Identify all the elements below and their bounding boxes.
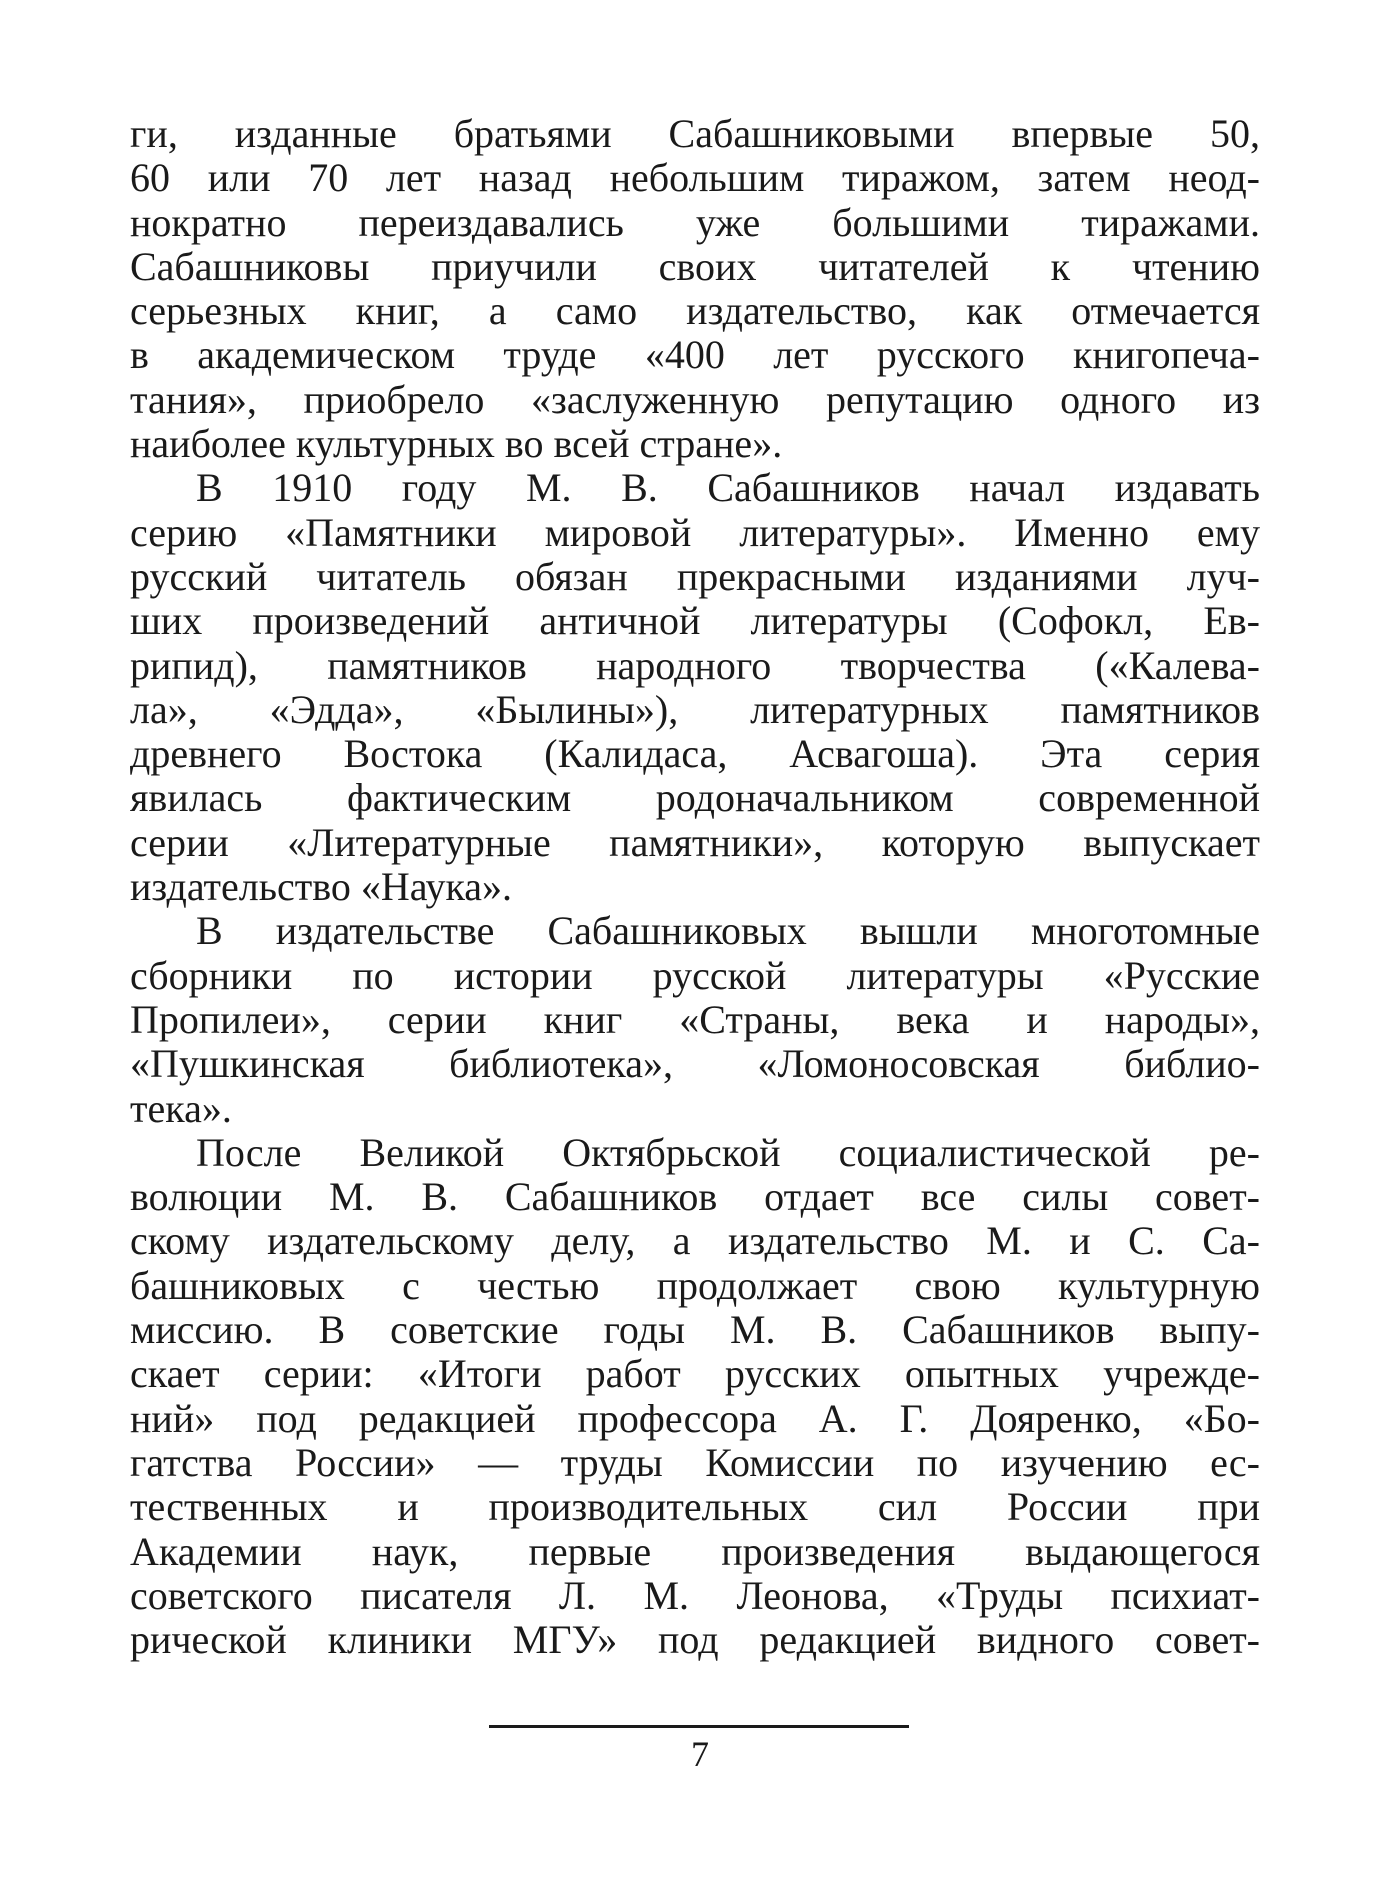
text-line: ла», «Эдда», «Былины»), литературных памятников [130, 686, 1260, 732]
page-number: 7 [691, 1734, 709, 1774]
text-line: В 1910 году М. В. Сабашников начал издавать [196, 465, 1260, 511]
text-line: «Пушкинская библиотека», «Ломоносовская библио- [130, 1041, 1260, 1087]
text-line: ших произведений античной литературы (Софокл, Ев- [130, 598, 1260, 644]
text-line: В издательстве Сабашниковых вышли многотомные [196, 908, 1260, 954]
text-line: тека». [130, 1085, 232, 1131]
text-line: 60 или 70 лет назад небольшим тиражом, затем неод- [130, 155, 1260, 201]
text-line: ний» под редакцией профессора А. Г. Дояренко, «Бо- [130, 1395, 1260, 1441]
text-line: сборники по истории русской литературы «Русские [130, 952, 1260, 998]
text-line: волюции М. В. Сабашников отдает все силы совет- [130, 1174, 1260, 1220]
text-line: русский читатель обязан прекрасными изданиями луч- [130, 553, 1260, 599]
paragraph-4 [130, 1131, 1260, 1663]
text-line: издательство «Наука». [130, 864, 513, 910]
text-line: тественных и производительных сил России при [130, 1484, 1260, 1530]
text-line: башниковых с честью продолжает свою культурную [130, 1262, 1260, 1308]
paragraph-1 [130, 112, 1260, 466]
text-line: миссию. В советские годы М. В. Сабашников выпу- [130, 1307, 1260, 1353]
text-line: наиболее культурных во всей стране». [130, 421, 783, 467]
text-line: древнего Востока (Калидаса, Асвагоша). Эта серия [130, 731, 1260, 777]
text-line: серьезных книг, а само издательство, как отмечается [130, 288, 1260, 334]
text-line: гатства России» — труды Комиссии по изучению ес- [130, 1439, 1260, 1485]
text-line: рипид), памятников народного творчества («Калева- [130, 642, 1260, 688]
text-line: серии «Литературные памятники», которую выпускает [130, 819, 1260, 865]
text-line: Сабашниковы приучили своих читателей к чтению [130, 243, 1260, 289]
text-line: Пропилеи», серии книг «Страны, века и народы», [130, 996, 1260, 1042]
text-line: серию «Памятники мировой литературы». Именно ему [130, 509, 1260, 555]
text-line: нократно переиздавались уже большими тиражами. [130, 199, 1260, 245]
paragraph-2 [130, 466, 1260, 909]
text-line: советского писателя Л. М. Леонова, «Труды психиат- [130, 1572, 1260, 1618]
paragraph-3 [130, 909, 1260, 1130]
body-text [130, 112, 1260, 1662]
footer-rule [489, 1725, 909, 1728]
text-line: После Великой Октябрьской социалистической ре- [196, 1129, 1260, 1175]
text-line: рической клиники МГУ» под редакцией видного совет- [130, 1617, 1260, 1663]
text-line: скает серии: «Итоги работ русских опытных учрежде- [130, 1351, 1260, 1397]
text-line: ги, изданные братьями Сабашниковыми впервые 50, [130, 111, 1260, 156]
text-line: тания», приобрело «заслуженную репутацию одного из [130, 376, 1260, 422]
text-line: скому издательскому делу, а издательство М. и С. Са- [130, 1218, 1260, 1264]
text-line: Академии наук, первые произведения выдающегося [130, 1528, 1260, 1574]
text-line: в академическом труде «400 лет русского книгопеча- [130, 332, 1260, 378]
text-line: явилась фактическим родоначальником современной [130, 775, 1260, 821]
